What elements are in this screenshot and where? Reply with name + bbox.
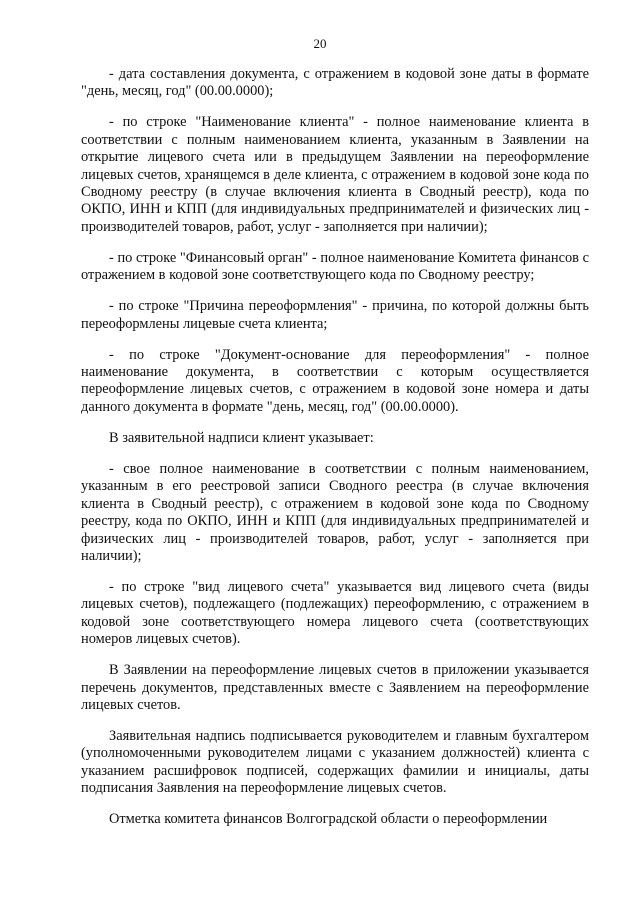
paragraph-basis-document: - по строке "Документ-основание для переоформления" - полное наименование документа, в соответствии с которым осуществляется переоформление лицевых счетов, с отражением в кодовой зоне номера и даты данного документа в формате "день, месяц, год" (00.00.0000). — [81, 346, 589, 415]
paragraph-date-format: - дата составления документа, с отражением в кодовой зоне даты в формате "день, месяц, год" (00.00.0000); — [81, 66, 589, 100]
paragraph-account-type: - по строке "вид лицевого счета" указывается вид лицевого счета (виды лицевых счетов), подлежащего (подлежащих) переоформлению, с отражением в кодовой зоне соответствующего номера лицевого счета (соответствующих номеров лицевых счетов). — [81, 578, 589, 648]
paragraph-reissue-reason: - по строке "Причина переоформления" - причина, по которой должны быть переоформлены лицевые счета клиента; — [81, 298, 589, 332]
paragraph-financial-body: - по строке "Финансовый орган" - полное наименование Комитета финансов с отражением в кодовой зоне соответствующего кода по Сводному реестру; — [81, 249, 589, 284]
paragraph-client-name: - по строке "Наименование клиента" - полное наименование клиента в соответствии с полным наименованием клиента, указанным в Заявлении на открытие лицевого счета или в предыдущем Заявлении на переоформление лицевых счетов, хранящемся в деле клиента, с отражением в кодовой зоне кода по Сводному реестру (в случае включения клиента в Сводный реестр), кода по ОКПО, ИНН и КПП (для индивидуальных предпринимателей и физических лиц - производителей товаров, работ, услуг - заполняется при наличии); — [81, 114, 589, 235]
document-body — [81, 66, 589, 842]
paragraph-signatures: Заявительная надпись подписывается руководителем и главным бухгалтером (уполномоченными руководителем лицами с указанием должностей) клиента с указанием расшифровок подписей, содержащих фамилии и инициалы, даты подписания Заявления на переоформление лицевых счетов. — [81, 727, 589, 797]
paragraph-committee-mark: Отметка комитета финансов Волгоградской области о переоформлении — [109, 811, 548, 828]
page-number: 20 — [313, 36, 327, 51]
paragraph-application-inscription: В заявительной надписи клиент указывает: — [109, 429, 374, 446]
paragraph-attachments: В Заявлении на переоформление лицевых счетов в приложении указывается перечень документов, представленных вместе с Заявлением на переоформление лицевых счетов. — [81, 662, 589, 713]
paragraph-client-full-name: - свое полное наименование в соответствии с полным наименованием, указанным в его реестровой записи Сводного реестра (в случае включения клиента в Сводный реестр), с отражением в кодовой зоне кода по Сводному реестру, кода по ОКПО, ИНН и КПП (для индивидуальных предпринимателей и физических лиц - производителей товаров, работ, услуг - заполняется при наличии); — [81, 460, 589, 564]
